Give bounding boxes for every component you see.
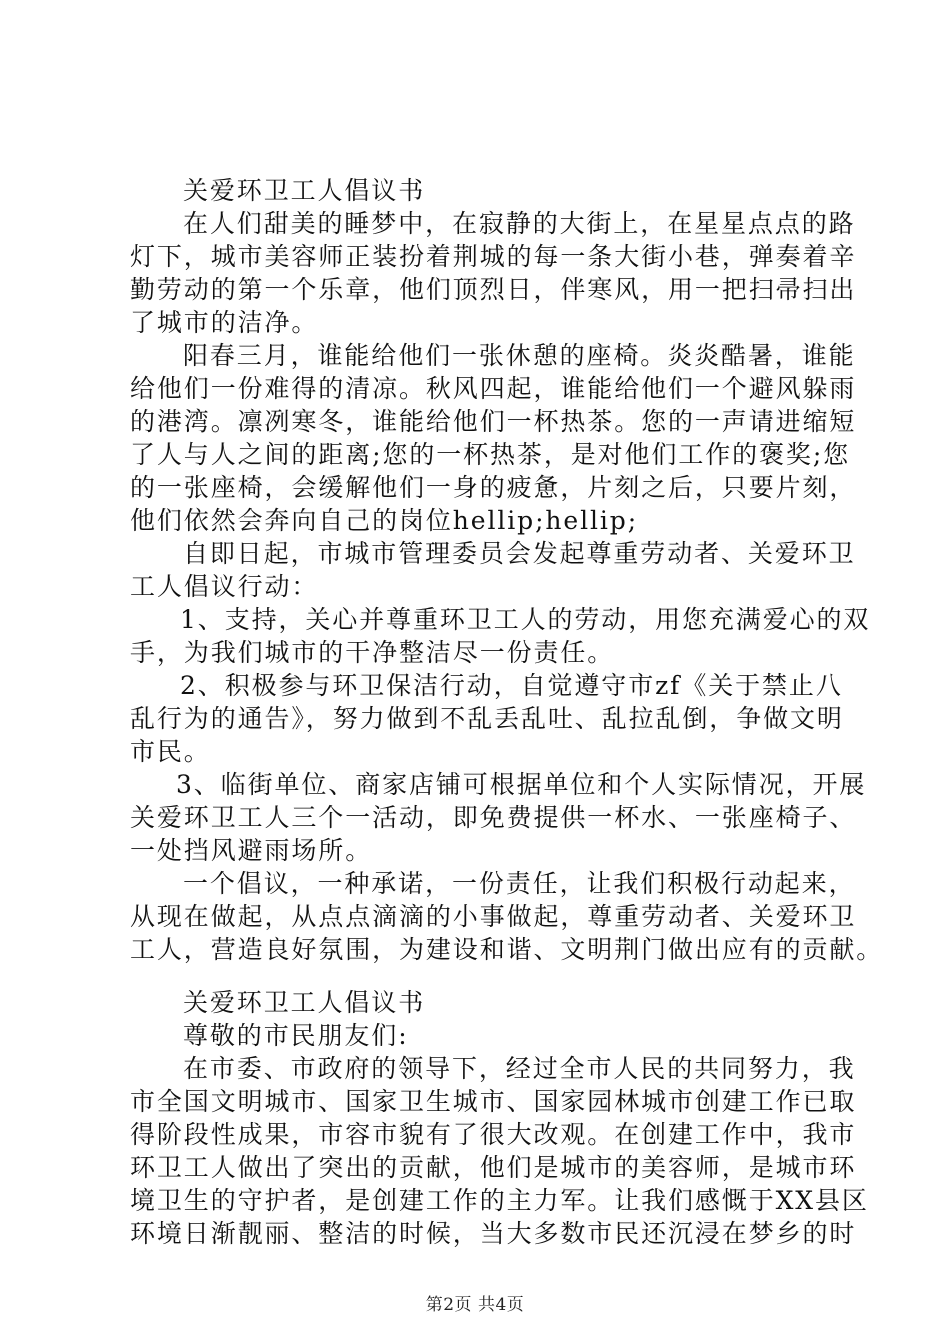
page-footer: 第2页 共4页 bbox=[425, 1295, 525, 1315]
section1-p4-line-3: 工人，营造良好氛围，为建设和谐、文明荆门做出应有的贡献。 bbox=[130, 935, 884, 964]
section1-p2-line-6: 他们依然会奔向自己的岗位hellip;hellip; bbox=[130, 506, 639, 535]
section1-item2-line-3: 市民。 bbox=[130, 737, 211, 766]
section2-title: 关爱环卫工人倡议书 bbox=[183, 988, 426, 1017]
section1-p2-line-1: 阳春三月，谁能给他们一张休憩的座椅。炎炎酷暑，谁能 bbox=[183, 341, 856, 370]
section2-p1-line-3: 得阶段性成果，市容市貌有了很大改观。在创建工作中，我市 bbox=[130, 1120, 857, 1149]
section1-p2-line-5: 的一张座椅，会缓解他们一身的疲惫，片刻之后，只要片刻， bbox=[130, 473, 857, 502]
section1-p3-line-1: 自即日起，市城市管理委员会发起尊重劳动者、关爱环卫 bbox=[183, 539, 856, 568]
section1-p1-line-3: 勤劳动的第一个乐章，他们顶烈日，伴寒风，用一把扫帚扫出 bbox=[130, 275, 857, 304]
section1-item3-line-1: 3、临街单位、商家店铺可根据单位和个人实际情况，开展 bbox=[176, 770, 867, 799]
section2-p1-line-6: 环境日渐靓丽、整洁的时候，当大多数市民还沉浸在梦乡的时 bbox=[130, 1219, 857, 1248]
section1-p1-line-4: 了城市的洁净。 bbox=[130, 308, 319, 337]
section2-p1-line-1: 在市委、市政府的领导下，经过全市人民的共同努力，我 bbox=[183, 1054, 856, 1083]
section2-p1-line-4: 环卫工人做出了突出的贡献，他们是城市的美容师，是城市环 bbox=[130, 1153, 857, 1182]
section1-item2-line-1: 2、积极参与环卫保洁行动，自觉遵守市zf《关于禁止八 bbox=[180, 671, 843, 700]
section1-p4-line-1: 一个倡议，一种承诺，一份责任，让我们积极行动起来， bbox=[183, 869, 856, 898]
section1-p4-line-2: 从现在做起，从点点滴滴的小事做起，尊重劳动者、关爱环卫 bbox=[130, 902, 857, 931]
section1-p2-line-2: 给他们一份难得的清凉。秋风四起，谁能给他们一个避风躲雨 bbox=[130, 374, 857, 403]
section1-p2-line-4: 了人与人之间的距离;您的一杯热茶，是对他们工作的褒奖;您 bbox=[130, 440, 851, 469]
section1-p3-line-2: 工人倡议行动： bbox=[130, 572, 319, 601]
section1-title: 关爱环卫工人倡议书 bbox=[183, 176, 426, 205]
section2-greeting: 尊敬的市民朋友们: bbox=[183, 1021, 409, 1050]
section1-item3-line-2: 关爱环卫工人三个一活动，即免费提供一杯水、一张座椅子、 bbox=[130, 803, 857, 832]
section1-item3-line-3: 一处挡风避雨场所。 bbox=[130, 836, 373, 865]
section1-p1-line-2: 灯下，城市美容师正装扮着荆城的每一条大街小巷，弹奏着辛 bbox=[130, 242, 857, 271]
section1-p1-line-1: 在人们甜美的睡梦中，在寂静的大街上，在星星点点的路 bbox=[183, 209, 856, 238]
section1-item2-line-2: 乱行为的通告》，努力做到不乱丢乱吐、乱拉乱倒，争做文明 bbox=[130, 704, 844, 733]
section1-item1-line-1: 1、支持，关心并尊重环卫工人的劳动，用您充满爱心的双 bbox=[180, 605, 871, 634]
section1-item1-line-2: 手，为我们城市的干净整洁尽一份责任。 bbox=[130, 638, 615, 667]
section1-p2-line-3: 的港湾。凛冽寒冬，谁能给他们一杯热茶。您的一声请进缩短 bbox=[130, 407, 857, 436]
section2-p1-line-2: 市全国文明城市、国家卫生城市、国家园林城市创建工作已取 bbox=[130, 1087, 857, 1116]
section2-p1-line-5: 境卫生的守护者，是创建工作的主力军。让我们感慨于XX县区 bbox=[130, 1186, 869, 1215]
